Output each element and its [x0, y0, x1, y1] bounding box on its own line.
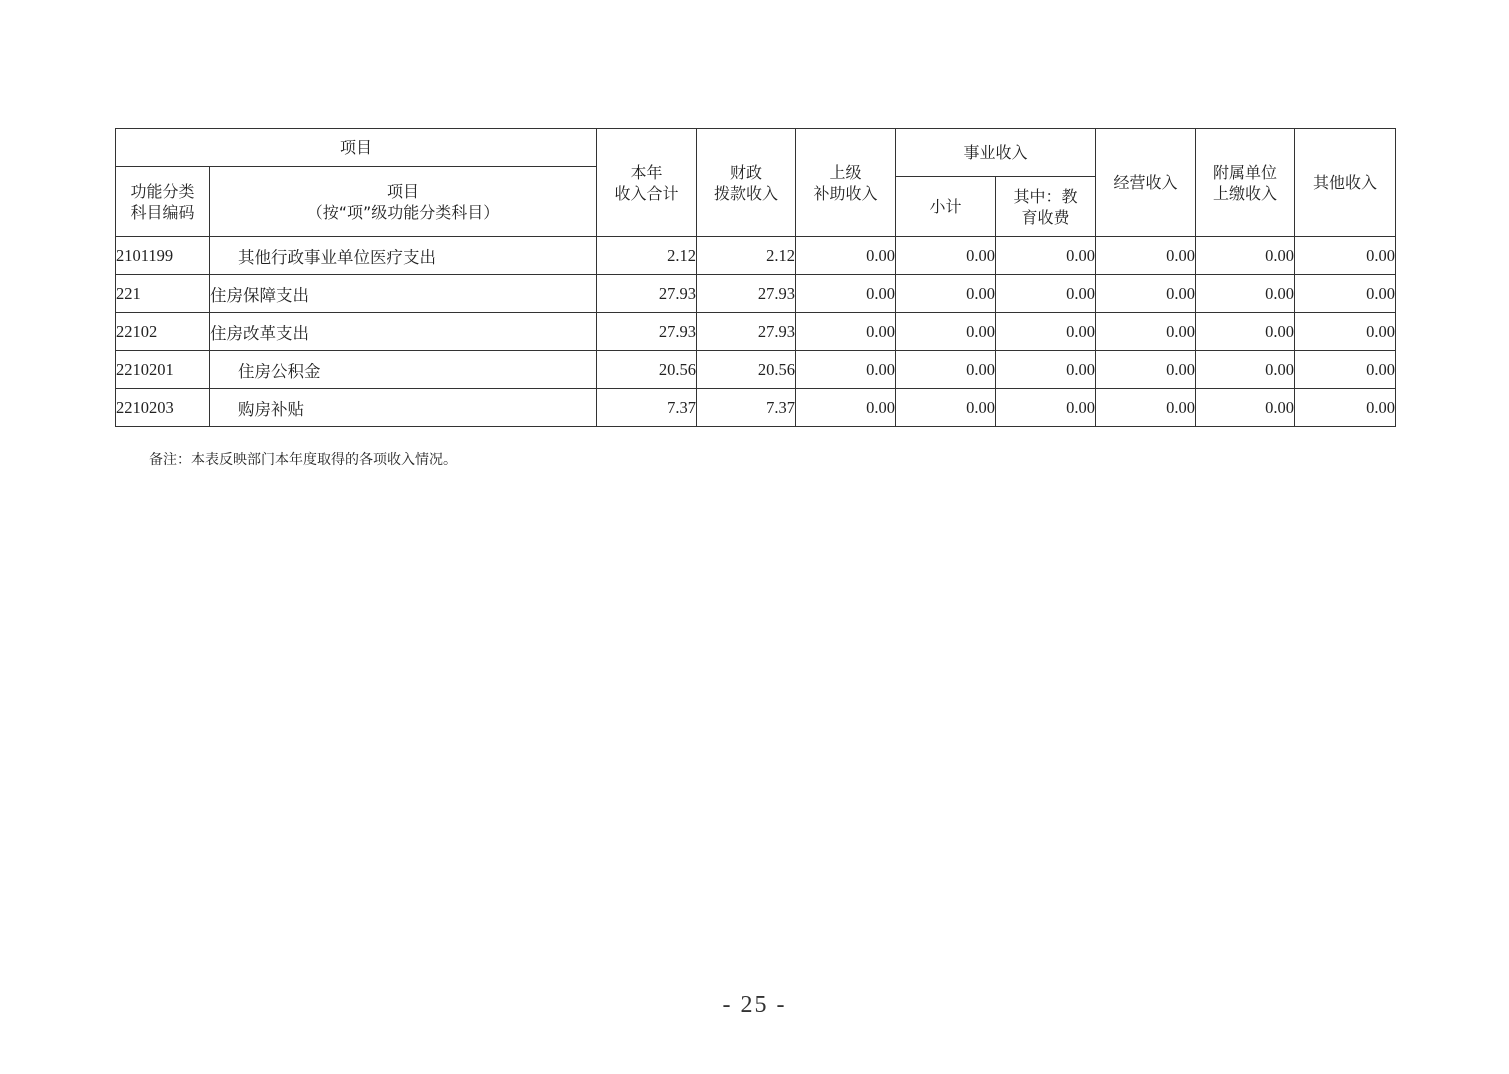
row-affiliated: 0.00: [1196, 313, 1295, 351]
row-career-edu: 0.00: [996, 389, 1096, 427]
header-affiliated-line2: 上缴收入: [1213, 183, 1278, 203]
row-total: 20.56: [597, 351, 697, 389]
header-fiscal-line2: 拨款收入: [714, 183, 779, 203]
header-superior-line1: 上级: [829, 162, 862, 182]
header-name: [210, 167, 597, 237]
row-superior: 0.00: [796, 275, 896, 313]
header-superior-line2: 补助收入: [813, 183, 878, 203]
header-affiliated-line1: 附属单位: [1213, 162, 1278, 182]
table-row: [116, 275, 1396, 313]
table-note: 备注：本表反映部门本年度取得的各项收入情况。: [149, 452, 457, 468]
header-career-edu-line1: 其中：教: [1013, 186, 1078, 206]
row-name: 住房公积金: [210, 351, 597, 389]
header-fiscal-line1: 财政: [730, 162, 763, 182]
row-name: 购房补贴: [210, 389, 597, 427]
table-row: [116, 389, 1396, 427]
header-career-subtotal: 小计: [896, 177, 996, 237]
row-affiliated: 0.00: [1196, 237, 1295, 275]
header-superior: [796, 129, 896, 237]
row-other: 0.00: [1295, 389, 1396, 427]
table-row: [116, 237, 1396, 275]
row-career-subtotal: 0.00: [896, 313, 996, 351]
row-business: 0.00: [1096, 389, 1196, 427]
row-fiscal: 27.93: [697, 275, 796, 313]
row-other: 0.00: [1295, 275, 1396, 313]
row-code: 22102: [116, 313, 210, 351]
row-career-edu: 0.00: [996, 237, 1096, 275]
header-code: [116, 167, 210, 237]
row-career-edu: 0.00: [996, 351, 1096, 389]
row-name: 其他行政事业单位医疗支出: [210, 237, 597, 275]
header-affiliated: [1196, 129, 1295, 237]
row-business: 0.00: [1096, 351, 1196, 389]
row-business: 0.00: [1096, 275, 1196, 313]
row-career-subtotal: 0.00: [896, 237, 996, 275]
row-superior: 0.00: [796, 313, 896, 351]
row-affiliated: 0.00: [1196, 351, 1295, 389]
header-name-line1: 项目: [387, 181, 420, 201]
header-total-line1: 本年: [630, 162, 663, 182]
row-total: 27.93: [597, 313, 697, 351]
row-code: 2210201: [116, 351, 210, 389]
header-career-edu: [996, 177, 1096, 237]
row-business: 0.00: [1096, 237, 1196, 275]
header-name-line2: （按“项”级功能分类科目）: [306, 202, 500, 222]
table-row: [116, 313, 1396, 351]
header-item-group: 项目: [116, 129, 597, 167]
row-career-edu: 0.00: [996, 275, 1096, 313]
page-number: - 25 -: [722, 992, 787, 1018]
header-business: 经营收入: [1096, 129, 1196, 237]
row-fiscal: 27.93: [697, 313, 796, 351]
row-other: 0.00: [1295, 351, 1396, 389]
row-superior: 0.00: [796, 237, 896, 275]
row-superior: 0.00: [796, 351, 896, 389]
header-total: [597, 129, 697, 237]
header-code-line2: 科目编码: [130, 202, 195, 222]
row-name: 住房改革支出: [210, 313, 597, 351]
row-career-subtotal: 0.00: [896, 389, 996, 427]
row-business: 0.00: [1096, 313, 1196, 351]
table-row: [116, 351, 1396, 389]
row-affiliated: 0.00: [1196, 389, 1295, 427]
row-career-edu: 0.00: [996, 313, 1096, 351]
row-code: 2101199: [116, 237, 210, 275]
row-other: 0.00: [1295, 313, 1396, 351]
row-total: 27.93: [597, 275, 697, 313]
row-other: 0.00: [1295, 237, 1396, 275]
row-total: 7.37: [597, 389, 697, 427]
row-career-subtotal: 0.00: [896, 275, 996, 313]
row-total: 2.12: [597, 237, 697, 275]
income-table: [115, 128, 1396, 427]
row-fiscal: 2.12: [697, 237, 796, 275]
row-superior: 0.00: [796, 389, 896, 427]
row-fiscal: 7.37: [697, 389, 796, 427]
row-career-subtotal: 0.00: [896, 351, 996, 389]
header-other: 其他收入: [1295, 129, 1396, 237]
header-career-edu-line2: 育收费: [1021, 207, 1070, 227]
row-code: 2210203: [116, 389, 210, 427]
row-name: 住房保障支出: [210, 275, 597, 313]
header-fiscal: [697, 129, 796, 237]
header-total-line2: 收入合计: [614, 183, 679, 203]
header-code-line1: 功能分类: [130, 181, 195, 201]
header-career-group: 事业收入: [896, 129, 1096, 177]
row-fiscal: 20.56: [697, 351, 796, 389]
row-affiliated: 0.00: [1196, 275, 1295, 313]
row-code: 221: [116, 275, 210, 313]
